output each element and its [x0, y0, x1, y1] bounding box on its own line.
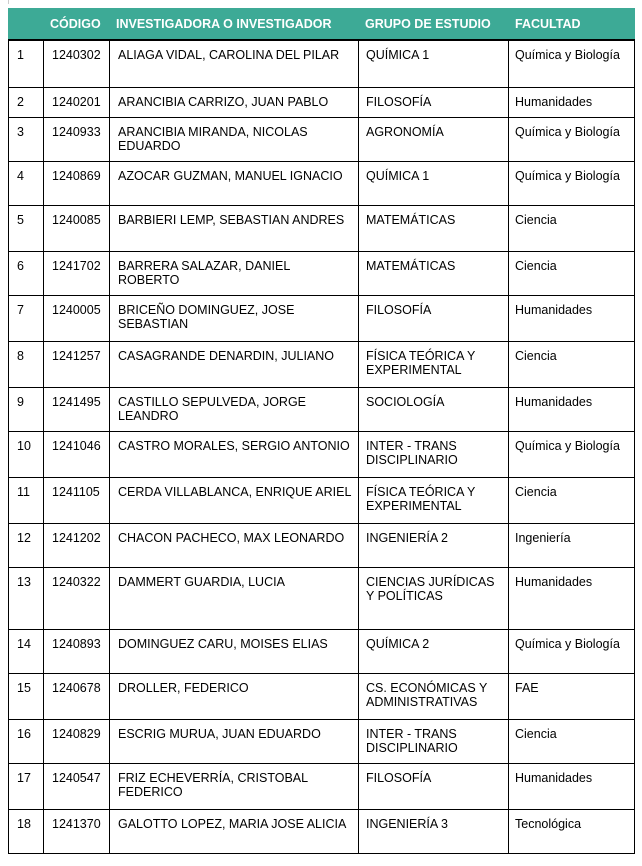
cell-study-group: FILOSOFÍA	[359, 295, 509, 341]
cell-researcher-name: CERDA VILLABLANCA, ENRIQUE ARIEL	[110, 477, 359, 523]
cell-researcher-name: ESCRIG MURUA, JUAN EDUARDO	[110, 719, 359, 763]
cell-researcher-name: BARBIERI LEMP, SEBASTIAN ANDRES	[110, 205, 359, 251]
cell-study-group: SOCIOLOGÍA	[359, 387, 509, 431]
table-row	[9, 523, 635, 567]
cell-researcher-name: GALOTTO LOPEZ, MARIA JOSE ALICIA	[110, 809, 359, 853]
cell-code: 1240302	[44, 40, 110, 87]
cell-study-group: CIENCIAS JURÍDICAS Y POLÍTICAS	[359, 567, 509, 629]
researchers-table	[8, 8, 635, 854]
cell-study-group: INTER - TRANS DISCIPLINARIO	[359, 431, 509, 477]
table-header	[9, 9, 635, 41]
cell-faculty: Química y Biología	[509, 40, 635, 87]
cell-study-group: AGRONOMÍA	[359, 117, 509, 161]
cell-code: 1240201	[44, 87, 110, 117]
cell-code: 1240869	[44, 161, 110, 205]
cell-code: 1240829	[44, 719, 110, 763]
cell-number: 13	[9, 567, 44, 629]
cell-study-group: MATEMÁTICAS	[359, 205, 509, 251]
cell-code: 1241105	[44, 477, 110, 523]
table-row	[9, 161, 635, 205]
table-row	[9, 431, 635, 477]
cell-code: 1240322	[44, 567, 110, 629]
table-row	[9, 629, 635, 673]
table-row	[9, 117, 635, 161]
header-group: GRUPO DE ESTUDIO	[359, 9, 509, 41]
cell-number: 5	[9, 205, 44, 251]
cell-study-group: INGENIERÍA 3	[359, 809, 509, 853]
cell-researcher-name: AZOCAR GUZMAN, MANUEL IGNACIO	[110, 161, 359, 205]
page-corner-mark	[0, 0, 9, 4]
cell-number: 11	[9, 477, 44, 523]
cell-number: 3	[9, 117, 44, 161]
cell-faculty: Tecnológica	[509, 809, 635, 853]
cell-faculty: Humanidades	[509, 567, 635, 629]
researchers-table-container	[8, 8, 634, 854]
cell-code: 1241202	[44, 523, 110, 567]
cell-number: 2	[9, 87, 44, 117]
cell-number: 18	[9, 809, 44, 853]
cell-number: 15	[9, 673, 44, 719]
cell-study-group: CS. ECONÓMICAS Y ADMINISTRATIVAS	[359, 673, 509, 719]
cell-code: 1240678	[44, 673, 110, 719]
cell-faculty: Química y Biología	[509, 161, 635, 205]
header-faculty: FACULTAD	[509, 9, 635, 41]
cell-researcher-name: DAMMERT GUARDIA, LUCIA	[110, 567, 359, 629]
cell-faculty: Química y Biología	[509, 629, 635, 673]
cell-code: 1241370	[44, 809, 110, 853]
cell-code: 1241702	[44, 251, 110, 295]
cell-number: 9	[9, 387, 44, 431]
table-row	[9, 387, 635, 431]
cell-faculty: Ciencia	[509, 719, 635, 763]
cell-faculty: Humanidades	[509, 295, 635, 341]
cell-number: 4	[9, 161, 44, 205]
header-name: INVESTIGADORA O INVESTIGADOR	[110, 9, 359, 41]
table-body	[9, 40, 635, 853]
cell-faculty: Química y Biología	[509, 117, 635, 161]
cell-faculty: Humanidades	[509, 87, 635, 117]
cell-researcher-name: CHACON PACHECO, MAX LEONARDO	[110, 523, 359, 567]
cell-code: 1240085	[44, 205, 110, 251]
cell-code: 1241257	[44, 341, 110, 387]
cell-number: 7	[9, 295, 44, 341]
cell-researcher-name: ARANCIBIA CARRIZO, JUAN PABLO	[110, 87, 359, 117]
cell-number: 10	[9, 431, 44, 477]
table-row	[9, 763, 635, 809]
header-code: CÓDIGO	[44, 9, 110, 41]
cell-study-group: FÍSICA TEÓRICA Y EXPERIMENTAL	[359, 341, 509, 387]
cell-faculty: Ciencia	[509, 477, 635, 523]
cell-number: 14	[9, 629, 44, 673]
cell-code: 1241046	[44, 431, 110, 477]
cell-researcher-name: CASTILLO SEPULVEDA, JORGE LEANDRO	[110, 387, 359, 431]
cell-researcher-name: CASAGRANDE DENARDIN, JULIANO	[110, 341, 359, 387]
header-num	[9, 9, 44, 41]
cell-number: 12	[9, 523, 44, 567]
cell-number: 6	[9, 251, 44, 295]
cell-researcher-name: DROLLER, FEDERICO	[110, 673, 359, 719]
cell-faculty: Ciencia	[509, 341, 635, 387]
cell-code: 1241495	[44, 387, 110, 431]
table-row	[9, 567, 635, 629]
table-row	[9, 809, 635, 853]
cell-study-group: QUÍMICA 1	[359, 161, 509, 205]
cell-faculty: FAE	[509, 673, 635, 719]
cell-study-group: QUÍMICA 2	[359, 629, 509, 673]
cell-number: 8	[9, 341, 44, 387]
cell-researcher-name: CASTRO MORALES, SERGIO ANTONIO	[110, 431, 359, 477]
table-row	[9, 40, 635, 87]
cell-faculty: Humanidades	[509, 387, 635, 431]
cell-researcher-name: ARANCIBIA MIRANDA, NICOLAS EDUARDO	[110, 117, 359, 161]
cell-study-group: FILOSOFÍA	[359, 763, 509, 809]
table-row	[9, 205, 635, 251]
header-row	[9, 9, 635, 41]
cell-number: 1	[9, 40, 44, 87]
cell-code: 1240005	[44, 295, 110, 341]
table-row	[9, 251, 635, 295]
cell-study-group: FILOSOFÍA	[359, 87, 509, 117]
cell-faculty: Química y Biología	[509, 431, 635, 477]
table-row	[9, 87, 635, 117]
cell-code: 1240893	[44, 629, 110, 673]
table-row	[9, 477, 635, 523]
cell-researcher-name: FRIZ ECHEVERRÍA, CRISTOBAL FEDERICO	[110, 763, 359, 809]
cell-study-group: FÍSICA TEÓRICA Y EXPERIMENTAL	[359, 477, 509, 523]
cell-study-group: INGENIERÍA 2	[359, 523, 509, 567]
cell-code: 1240547	[44, 763, 110, 809]
cell-researcher-name: ALIAGA VIDAL, CAROLINA DEL PILAR	[110, 40, 359, 87]
cell-study-group: QUÍMICA 1	[359, 40, 509, 87]
cell-faculty: Ciencia	[509, 205, 635, 251]
cell-study-group: INTER - TRANS DISCIPLINARIO	[359, 719, 509, 763]
table-row	[9, 673, 635, 719]
cell-researcher-name: BARRERA SALAZAR, DANIEL ROBERTO	[110, 251, 359, 295]
cell-researcher-name: BRICEÑO DOMINGUEZ, JOSE SEBASTIAN	[110, 295, 359, 341]
cell-faculty: Humanidades	[509, 763, 635, 809]
table-row	[9, 341, 635, 387]
cell-code: 1240933	[44, 117, 110, 161]
table-row	[9, 719, 635, 763]
cell-faculty: Ciencia	[509, 251, 635, 295]
cell-number: 16	[9, 719, 44, 763]
cell-number: 17	[9, 763, 44, 809]
table-row	[9, 295, 635, 341]
cell-researcher-name: DOMINGUEZ CARU, MOISES ELIAS	[110, 629, 359, 673]
cell-study-group: MATEMÁTICAS	[359, 251, 509, 295]
cell-faculty: Ingeniería	[509, 523, 635, 567]
